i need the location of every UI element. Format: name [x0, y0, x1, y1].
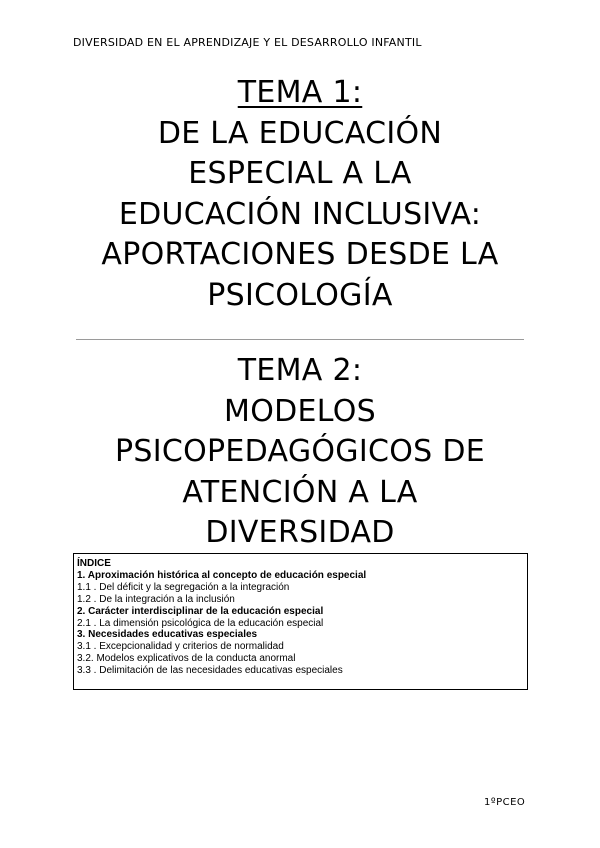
running-header: DIVERSIDAD EN EL APRENDIZAJE Y EL DESARROLLO INFANTIL	[73, 36, 422, 49]
index-box	[73, 553, 528, 690]
index-subsection-1-1: 1.1 . Del déficit y la segregación a la integración	[77, 581, 290, 593]
tema1-title-line: DE LA EDUCACIÓN	[157, 115, 443, 151]
section-divider	[76, 339, 524, 340]
tema1-label: TEMA 1:	[237, 75, 363, 110]
index-heading: ÍNDICE	[77, 558, 111, 569]
tema2-label: TEMA 2:	[237, 353, 363, 388]
tema1-label-line	[0, 73, 600, 114]
tema1-title-block	[0, 73, 600, 316]
index-subsection-3-1: 3.1 . Excepcionalidad y criterios de normalidad	[77, 641, 284, 653]
tema1-title-line: EDUCACIÓN INCLUSIVA:	[118, 196, 482, 232]
tema2-title-line: DIVERSIDAD	[205, 515, 395, 550]
tema2-title-line: PSICOPEDAGÓGICOS DE	[114, 434, 485, 469]
tema1-title-line: ESPECIAL A LA	[188, 156, 412, 191]
index-subsection-1-2: 1.2 . De la integración a la inclusión	[77, 593, 235, 605]
tema2-title-line: MODELOS	[224, 393, 376, 429]
index-section-1: 1. Aproximación histórica al concepto de educación especial	[77, 569, 367, 581]
index-subsection-3-3: 3.3 . Delimitación de las necesidades educativas especiales	[77, 665, 343, 677]
tema2-title-block	[0, 351, 600, 554]
index-subsection-3-2: 3.2. Modelos explicativos de la conducta anormal	[77, 653, 296, 665]
index-section-2: 2. Carácter interdisciplinar de la educación especial	[77, 605, 324, 617]
tema1-title-line: PSICOLOGÍA	[207, 277, 393, 313]
tema1-title-line: APORTACIONES DESDE LA	[101, 237, 499, 272]
index-subsection-2-1: 2.1 . La dimensión psicológica de la educación especial	[77, 617, 324, 629]
index-section-3: 3. Necesidades educativas especiales	[77, 629, 258, 641]
tema2-title-line: ATENCIÓN A LA	[182, 474, 418, 510]
course-footer: 1ºPCEO	[484, 797, 526, 808]
